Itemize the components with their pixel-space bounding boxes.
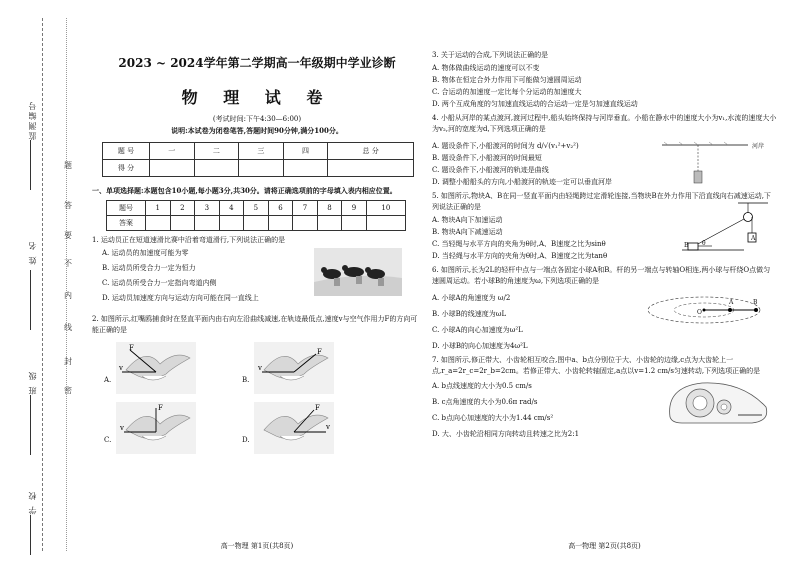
block-b-label: B	[684, 242, 689, 249]
table-cell: 2	[170, 201, 195, 216]
seal-char: 内	[64, 291, 72, 300]
seagull-option-c-icon	[116, 402, 196, 454]
table-row	[107, 216, 406, 231]
q5-option-a: A. 物块A向下加速运动	[432, 216, 503, 224]
table-cell: 二	[194, 143, 239, 160]
table-row	[103, 143, 414, 160]
exam-title: 2023 ~ 2024学年第二学期高一年级期中学业诊断	[118, 56, 396, 70]
svg-text:F: F	[317, 348, 322, 356]
q2-option-a-label: A.	[104, 376, 112, 384]
table-cell: 6	[268, 201, 293, 216]
block-a-label: A	[751, 235, 756, 242]
q3-option-a: A. 物体做曲线运动的速度可以不变	[432, 64, 540, 72]
answer-cell[interactable]	[293, 216, 318, 231]
q2-option-c-label: C.	[104, 436, 112, 444]
class-label: 班 级	[28, 370, 37, 395]
exam-note: 说明:本试卷为闭卷笔答,答题时间90分钟,满分100分。	[171, 126, 343, 135]
seagull-option-d-icon	[254, 402, 334, 454]
speed-skating-photo-icon	[314, 248, 402, 296]
footer-left: 高一物理 第1页(共8页)	[220, 542, 294, 550]
q2-option-b-label: B.	[242, 376, 250, 384]
table-cell: 四	[283, 143, 328, 160]
subject-title: 物 理 试 卷	[181, 88, 333, 107]
table-cell: 总 分	[328, 143, 414, 160]
table-cell: 5	[244, 201, 269, 216]
answer-cell[interactable]	[268, 216, 293, 231]
table-row	[103, 160, 414, 177]
answer-cell[interactable]	[244, 216, 269, 231]
svg-text:v: v	[119, 364, 123, 372]
river-bank-label: 河岸	[752, 143, 765, 150]
q7-stem: 7. 如图所示,修正带大、小齿轮相互咬合,图中a、b点分别位于大、小齿轮的边缘,c点为大齿轮上一点,r_a=2r_c=2r_b=2cm。若修正带大、小齿轮转轴固定,a点以v=1.2 cm/s匀速转动,下列选项正确的是	[432, 356, 761, 375]
q5-option-d: D. 当轻绳与水平方向的夹角为θ时,A、B速度之比为tanθ	[432, 252, 608, 260]
answer-cell[interactable]	[366, 216, 405, 231]
q7-option-a: A. b点线速度的大小为0.5 cm/s	[432, 382, 532, 390]
q7-option-d: D. 大、小齿轮沿相同方向转动且转速之比为2:1	[432, 430, 580, 438]
q4-option-a: A. 题设条件下,小船渡河的时间为 d/√(v₁²+v₂²)	[432, 142, 579, 150]
answer-cell[interactable]	[195, 216, 220, 231]
ball-b-label: B	[753, 299, 758, 306]
q1-option-b: B. 运动员所受合力一定为恒力	[102, 264, 196, 272]
ball-a-label: A	[729, 299, 734, 306]
svg-text:v: v	[258, 364, 262, 372]
table-cell: 题 号	[103, 143, 150, 160]
table-cell: 3	[195, 201, 220, 216]
table-cell: 得 分	[103, 160, 150, 177]
seal-char: 密	[64, 386, 72, 395]
answer-cell[interactable]	[317, 216, 342, 231]
table-cell: 三	[239, 143, 284, 160]
class-line	[30, 395, 31, 455]
q3-option-d: D. 两个互成角度的匀加速直线运动的合运动一定是匀加速直线运动	[432, 100, 638, 108]
svg-text:F: F	[315, 404, 320, 412]
seal-dash-line	[42, 18, 43, 551]
exam-time: (考试时间:下午4:30—6:00)	[212, 115, 302, 123]
answer-cell[interactable]	[219, 216, 244, 231]
answer-table	[106, 200, 406, 231]
q3-option-b: B. 物体在恒定合外力作用下可能做匀速圆周运动	[432, 76, 582, 84]
q1-stem: 1. 运动员正在短道速滑比赛中沿着弯道滑行,下列说法正确的是	[92, 236, 286, 244]
q6-stem: 6. 如图所示,长为2L的轻杆中点与一端点各固定小球A和B。杆的另一端点与转轴O相连,两小球与杆绕O点做匀速圆周运动。若小球B的角速度为ω,下列选项正确的是	[432, 266, 771, 285]
svg-text:v: v	[326, 423, 330, 431]
q4-stem: 4. 小船从河岸的某点渡河,渡河过程中,船头始终保持与河岸垂直。小船在静水中的速度大小为v₁,水流的速度大小为v₂,河的宽度为d,下列选项正确的是	[432, 114, 777, 133]
seagull-option-b-icon	[254, 342, 334, 394]
q4-option-b: B. 题设条件下,小船渡河的时间最短	[432, 154, 542, 162]
pulley-diagram-icon	[682, 199, 772, 255]
score-table	[102, 142, 414, 177]
answer-cell[interactable]	[170, 216, 195, 231]
table-cell: 8	[317, 201, 342, 216]
q7-option-b: B. c点角速度的大小为0.6π rad/s	[432, 398, 538, 406]
seal-char: 不	[64, 259, 72, 268]
table-row	[107, 201, 406, 216]
name-label: 姓 名	[28, 240, 37, 265]
q1-option-a: A. 运动员的加速度可能为零	[102, 249, 189, 257]
seal-char: 线	[64, 323, 72, 332]
q2-stem: 2. 如图所示,红嘴鸥捕食时在竖直平面内由右向左沿曲线减速,在轨迹最低点,速度v与空气作用力F的方向可能正确的是	[92, 315, 418, 334]
score-cell[interactable]	[283, 160, 328, 177]
answer-cell[interactable]	[342, 216, 367, 231]
table-cell: 4	[219, 201, 244, 216]
answer-cell[interactable]	[146, 216, 171, 231]
score-cell[interactable]	[239, 160, 284, 177]
theta-label: θ	[702, 240, 706, 247]
q4-option-c: C. 题设条件下,小船渡河的轨迹是曲线	[432, 166, 549, 174]
table-cell: 题号	[107, 201, 146, 216]
score-cell[interactable]	[328, 160, 414, 177]
table-cell: 9	[342, 201, 367, 216]
q2-options	[92, 340, 422, 460]
svg-text:F: F	[158, 404, 163, 412]
score-cell[interactable]	[194, 160, 239, 177]
table-cell: 答案	[107, 216, 146, 231]
q5-option-c: C. 当轻绳与水平方向的夹角为θ时,A、B速度之比为sinθ	[432, 240, 606, 248]
rotating-rod-diagram-icon	[644, 293, 764, 327]
q6-option-b: B. 小球B的线速度为ωL	[432, 310, 507, 318]
table-cell: 7	[293, 201, 318, 216]
q5-stem: 5. 如图所示,物块A、B在同一竖直平面内由轻绳跨过定滑轮连接,当物块B在外力作用下沿直线向右减速运动,下列说法正确的是	[432, 192, 771, 211]
q6-option-a: A. 小球A的角速度为 ω/2	[432, 294, 511, 302]
exam-id-label: 监测编号	[28, 100, 37, 140]
q7-option-c: C. b点向心加速度的大小为1.44 cm/s²	[432, 414, 554, 422]
binding-margin	[0, 0, 70, 561]
q3-stem: 3. 关于运动的合成,下列说法正确的是	[432, 51, 549, 59]
left-page	[92, 50, 422, 555]
correction-tape-gears-icon	[662, 377, 774, 427]
svg-text:F: F	[129, 344, 134, 352]
table-cell: 10	[366, 201, 405, 216]
q6-option-d: D. 小球B的向心加速度为4ω²L	[432, 342, 528, 350]
school-label: 学 校	[28, 490, 37, 515]
table-cell: 1	[146, 201, 171, 216]
table-cell: 一	[150, 143, 195, 160]
q1-option-c: C. 运动员所受合力一定指向弯道内侧	[102, 279, 217, 287]
seal-char: 要	[64, 231, 72, 240]
svg-text:v: v	[120, 424, 124, 432]
section1-heading: 一、单项选择题:本题包含10小题,每小题3分,共30分。请将正确选项前的字母填入表内相应位置。	[92, 186, 397, 195]
seal-char: 封	[64, 357, 72, 366]
seal-char: 题	[64, 161, 72, 170]
q2-option-d-label: D.	[242, 436, 250, 444]
q5-option-b: B. 物块A向下减速运动	[432, 228, 503, 236]
school-line	[30, 515, 31, 555]
q1-option-d: D. 运动员加速度方向与运动方向可能在同一直线上	[102, 294, 259, 302]
right-page	[432, 50, 777, 555]
q3-option-c: C. 合运动的加速度一定比每个分运动的加速度大	[432, 88, 582, 96]
footer-right: 高一物理 第2页(共8页)	[568, 542, 641, 550]
exam-id-line	[30, 140, 31, 190]
axis-o-label: O	[697, 309, 702, 316]
q6-option-c: C. 小球A的向心加速度为ω²L	[432, 326, 523, 334]
seal-char: 答	[64, 201, 72, 210]
seagull-option-a-icon	[116, 342, 196, 394]
q4-option-d: D. 调整小船船头的方向,小船渡河的轨迹一定可以垂直河岸	[432, 178, 613, 186]
score-cell[interactable]	[150, 160, 195, 177]
seal-dot-line	[66, 18, 67, 551]
name-line	[30, 270, 31, 330]
